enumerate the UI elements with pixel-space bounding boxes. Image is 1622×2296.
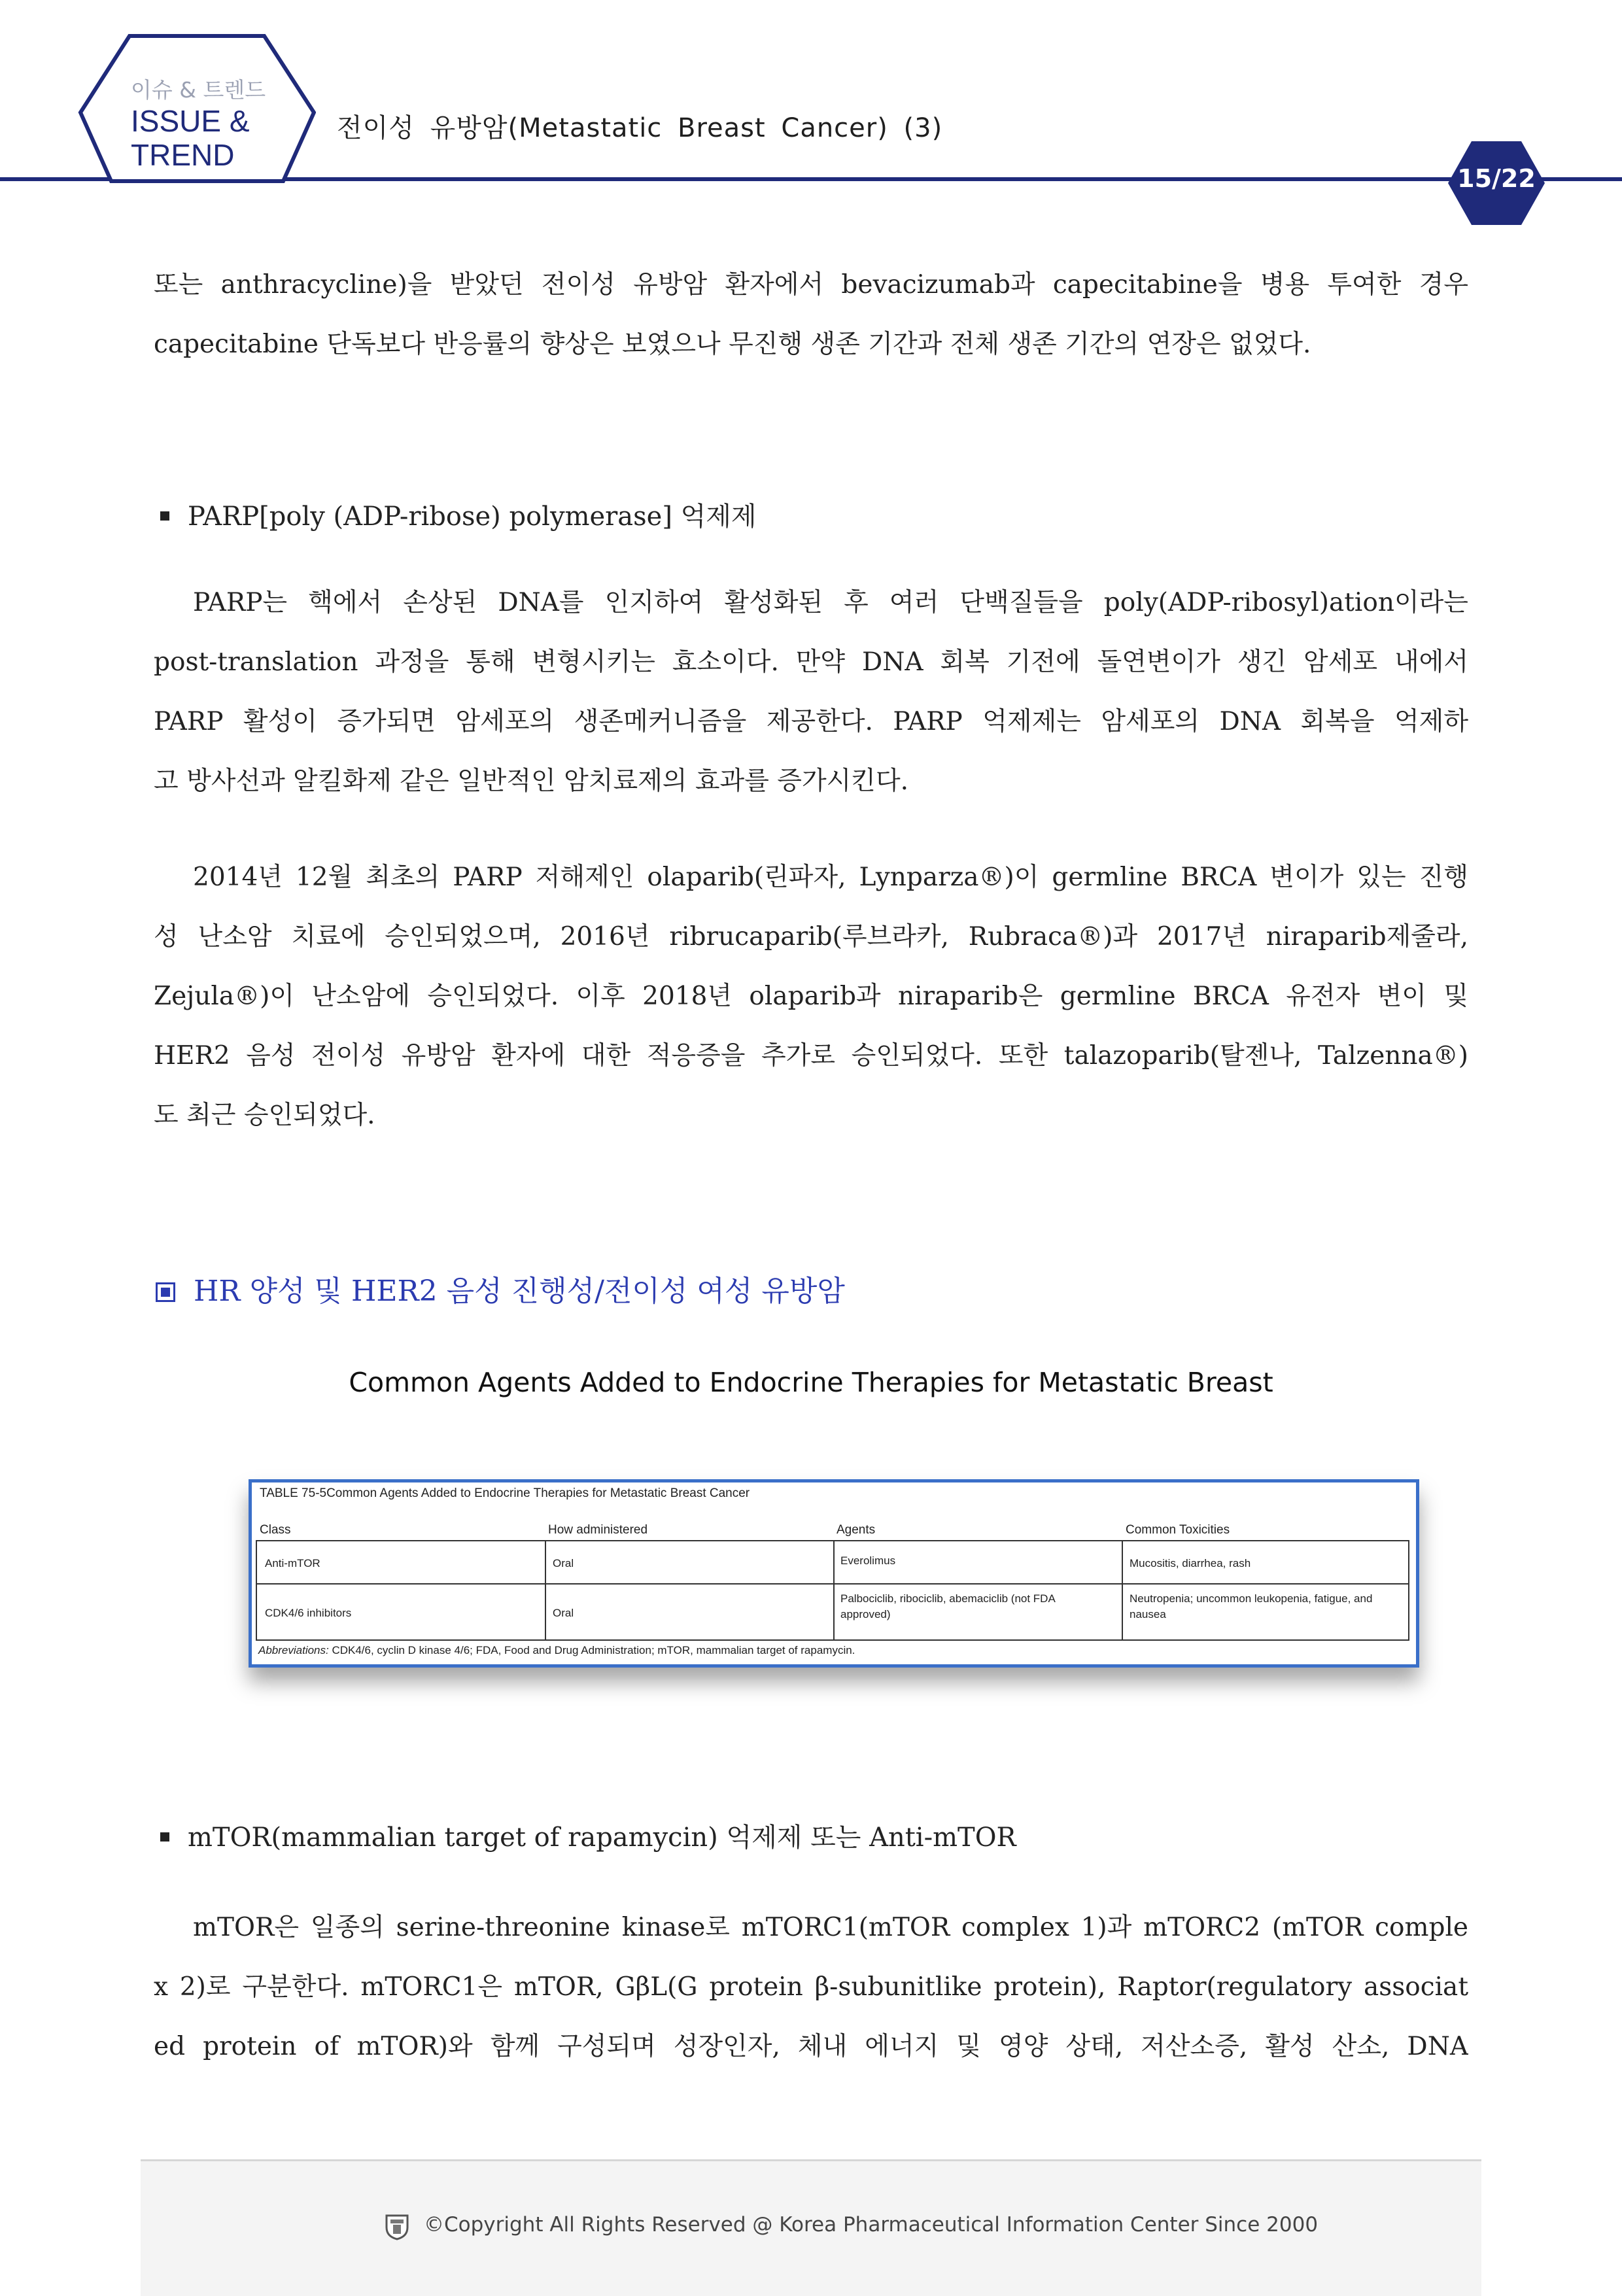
page-header-title: 전이성 유방암(Metastatic Breast Cancer) (3): [337, 113, 943, 143]
parp-paragraph-1: [154, 573, 1468, 811]
text-line: HER2 음성 전이성 유방암 환자에 대한 적응증을 추가로 승인되었다. 또한 talazoparib(탈젠나, Talzenna®): [154, 1041, 1468, 1071]
table-cell: Anti-mTOR: [265, 1557, 320, 1569]
table-figure: [249, 1479, 1419, 1668]
bullet-square-icon: [160, 511, 169, 521]
text-line: 고 방사선과 알킬화제 같은 일반적인 암치료제의 효과를 증가시킨다.: [154, 766, 909, 796]
table-header-toxicities: Common Toxicities: [1126, 1523, 1230, 1537]
text-line: 또는 anthracycline)을 받았던 전이성 유방암 환자에서 bevacizumab과 capecitabine을 병용 투여한 경우: [154, 270, 1468, 300]
section-box-icon: [156, 1282, 175, 1302]
table-cell: Neutropenia; uncommon leukopenia, fatigue, and nausea: [1130, 1592, 1373, 1620]
text-line: 도 최근 승인되었다.: [154, 1101, 375, 1130]
footer-copyright: ©Copyright All Rights Reserved @ Korea Pharmaceutical Information Center Since 2000: [424, 2213, 1319, 2236]
table-col-divider: [833, 1541, 835, 1639]
table-cell: Palbociclib, ribociclib, abemaciclib (not FDA approved): [840, 1592, 1055, 1620]
section-heading-text: HR 양성 및 HER2 음성 진행성/전이성 여성 유방암: [194, 1275, 845, 1308]
mtor-heading-text: mTOR(mammalian target of rapamycin) 억제제 또는 Anti-mTOR: [188, 1823, 1016, 1853]
kpic-shield-icon: [385, 2213, 409, 2240]
text-line: PARP는 핵에서 손상된 DNA를 인지하여 활성화된 후 여러 단백질들을 poly(ADP-ribosyl)ation이라는: [193, 588, 1468, 617]
parp-paragraph-2: [154, 848, 1468, 1145]
text-line: capecitabine 단독보다 반응률의 향상은 보였으나 무진행 생존 기간과 전체 생존 기간의 연장은 없었다.: [154, 330, 1311, 359]
text-line: post-translation 과정을 통해 변형시키는 효소이다. 만약 DNA 회복 기전에 돌연변이가 생긴 암세포 내에서: [154, 647, 1468, 677]
table-cell: Oral: [553, 1557, 574, 1569]
logo-korean-label: 이슈 & 트렌드: [131, 77, 266, 103]
intro-paragraph: [154, 255, 1468, 374]
text-line: mTOR은 일종의 serine-threonine kinase로 mTORC1(mTOR complex 1)과 mTORC2 (mTOR comple: [193, 1913, 1468, 1942]
table-abbreviations-text: CDK4/6, cyclin D kinase 4/6; FDA, Food and Drug Administration; mTOR, mammalian target of rapamycin.: [328, 1644, 855, 1656]
table-col-divider: [545, 1541, 546, 1639]
section-heading: [156, 1267, 845, 1309]
table-col-divider: [1122, 1541, 1123, 1639]
table-header-class: Class: [260, 1523, 291, 1537]
text-line: ed protein of mTOR)와 함께 구성되며 성장인자, 체내 에너지 및 영양 상태, 저산소증, 활성 산소, DNA: [154, 2032, 1468, 2061]
table-caption: Common Agents Added to Endocrine Therapies for Metastatic Breast: [349, 1367, 1273, 1398]
mtor-heading: [160, 1817, 1016, 1854]
text-line: 2014년 12월 최초의 PARP 저해제인 olaparib(린파자, Lynparza®)이 germline BRCA 변이가 있는 진행: [193, 863, 1468, 892]
table-cell: Everolimus: [840, 1554, 896, 1567]
table-header-route: How administered: [548, 1523, 648, 1537]
parp-heading-text: PARP[poly (ADP-ribose) polymerase] 억제제: [188, 502, 757, 532]
table-cell: Mucositis, diarrhea, rash: [1130, 1557, 1251, 1569]
table-abbreviations: [258, 1644, 855, 1657]
table-abbreviations-label: Abbreviations:: [258, 1644, 329, 1656]
bullet-square-icon: [160, 1832, 169, 1842]
table-cell: CDK4/6 inhibitors: [265, 1607, 352, 1619]
mtor-paragraph-1: [154, 1898, 1468, 2076]
parp-heading: [160, 496, 757, 533]
table-cell: Oral: [553, 1607, 574, 1619]
text-line: Zejula®)이 난소암에 승인되었다. 이후 2018년 olaparib과 niraparib은 germline BRCA 유전자 변이 및: [154, 982, 1468, 1011]
table-grid: [256, 1540, 1409, 1641]
text-line: x 2)로 구분한다. mTORC1은 mTOR, GβL(G protein β-subunitlike protein), Raptor(regulatory associat: [154, 1972, 1468, 2002]
table-header-agents: Agents: [837, 1523, 876, 1537]
logo-issue-label: ISSUE &: [131, 104, 250, 138]
text-line: PARP 활성이 증가되면 암세포의 생존메커니즘을 제공한다. PARP 억제제는 암세포의 DNA 회복을 억제하: [154, 707, 1468, 736]
table-row-divider: [257, 1583, 1408, 1585]
text-line: 성 난소암 치료에 승인되었으며, 2016년 ribrucaparib(루브라카, Rubraca®)과 2017년 niraparib제줄라,: [154, 922, 1468, 951]
table-title: TABLE 75-5Common Agents Added to Endocrine Therapies for Metastatic Breast Cancer: [260, 1486, 750, 1500]
logo-trend-label: TREND: [131, 138, 235, 172]
page-number: 15/22: [1457, 164, 1536, 193]
